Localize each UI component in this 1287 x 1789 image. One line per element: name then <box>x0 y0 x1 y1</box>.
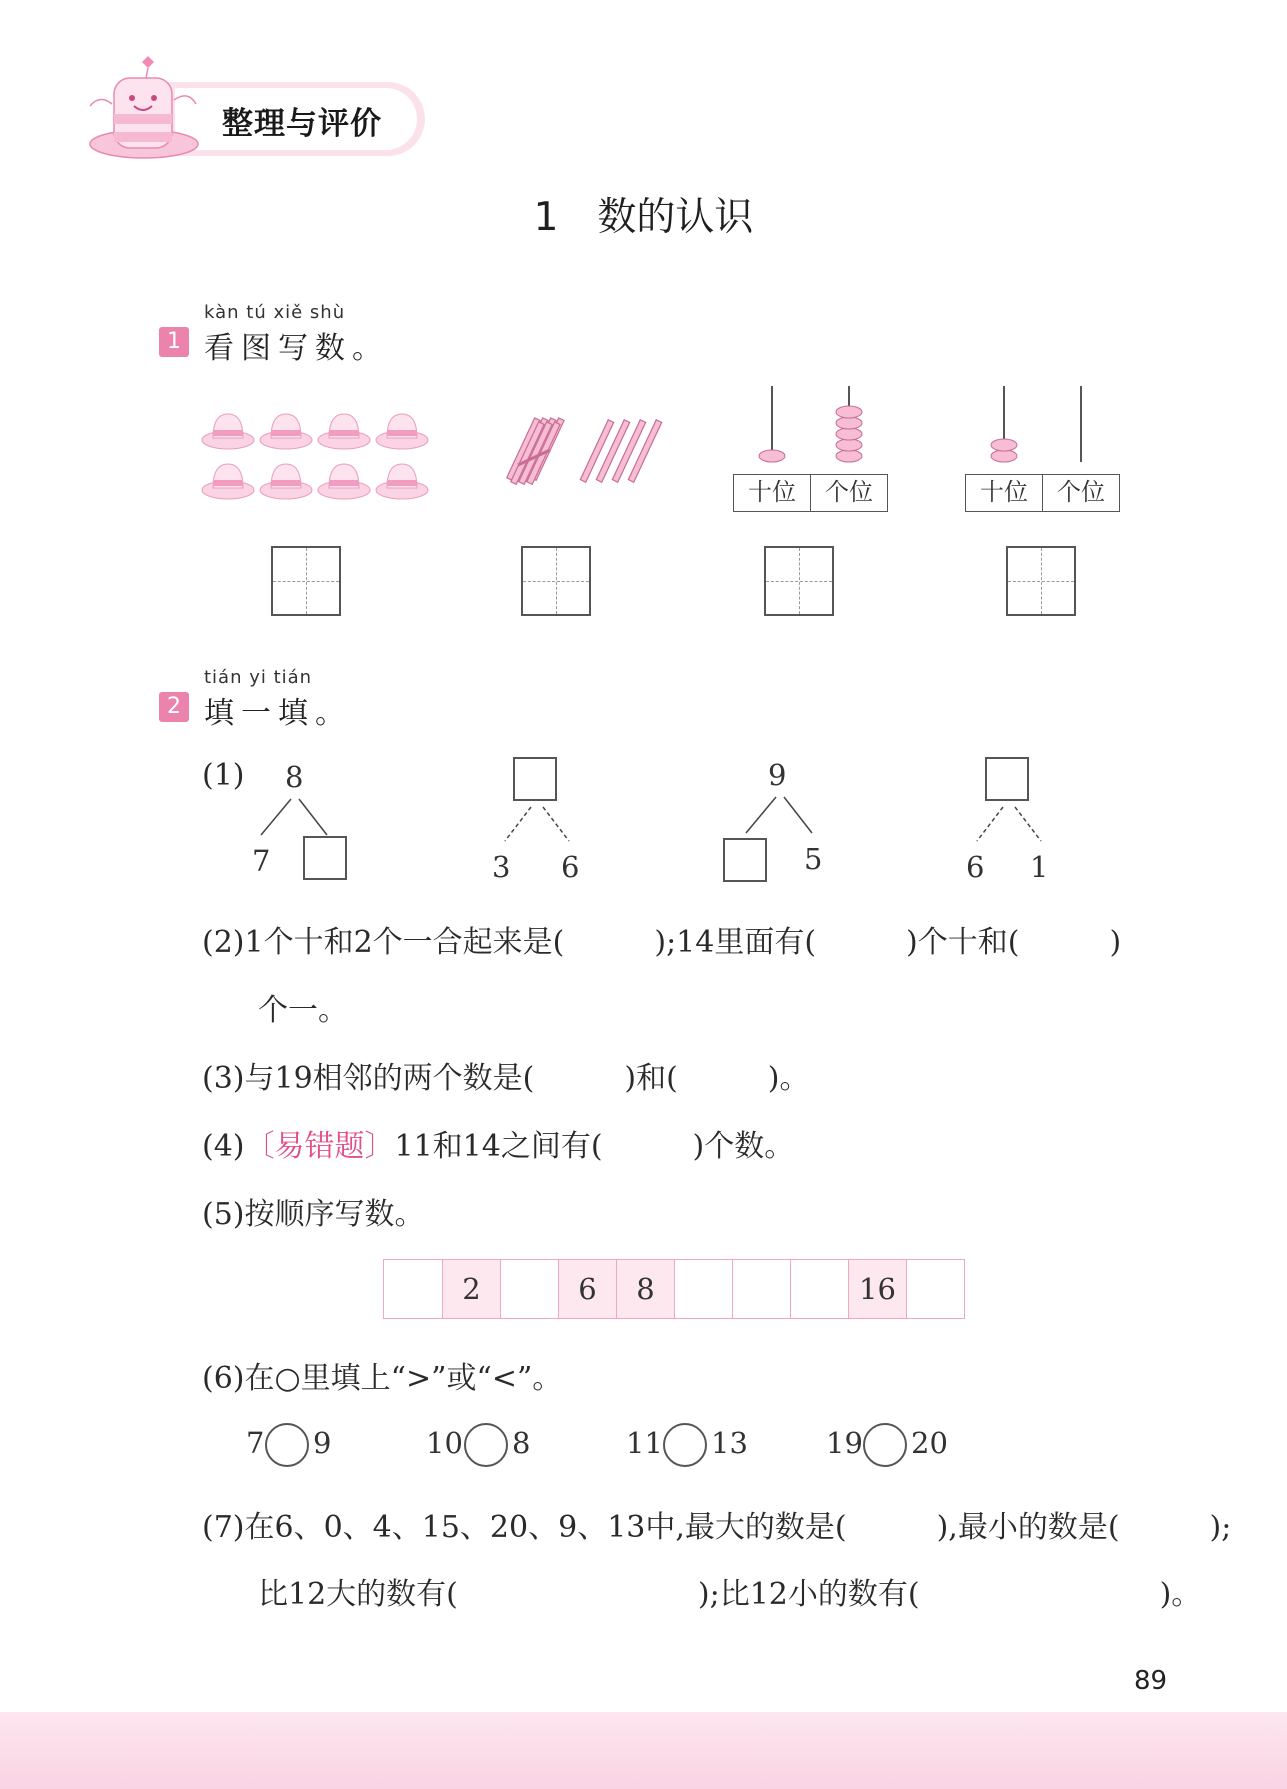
sequence-strip <box>383 1259 965 1319</box>
q2-number-badge: 2 <box>159 692 189 722</box>
tree3-left-box[interactable] <box>723 838 767 882</box>
tens-label: 十位 <box>980 478 1028 506</box>
page-title: 1 数的认识 <box>533 195 754 240</box>
compare-4-left: 19 <box>826 1426 863 1460</box>
compare-3-circle[interactable] <box>663 1423 707 1467</box>
hat-icon <box>260 464 312 499</box>
tree3-branches <box>740 795 820 837</box>
tree3-top: 9 <box>768 758 787 792</box>
tree1-branches <box>255 797 335 839</box>
ones-label: 个位 <box>1042 475 1119 511</box>
tree2-left: 3 <box>492 850 511 884</box>
tree2-branches <box>497 805 577 847</box>
sticks-illustration <box>506 410 666 494</box>
answer-box-4[interactable] <box>1006 546 1076 616</box>
abacus-2-place-labels <box>965 474 1120 512</box>
seq-cell[interactable] <box>732 1260 790 1318</box>
answer-box-3[interactable] <box>764 546 834 616</box>
p4-rest: 11和14之间有( )个数。 <box>394 1129 795 1164</box>
q1-pinyin: kàn tú xiě shù <box>204 302 346 323</box>
abacus-2-illustration <box>964 384 1122 464</box>
tree3-right: 5 <box>804 842 823 876</box>
ones-label: 个位 <box>810 475 887 511</box>
hat-icon <box>202 414 254 449</box>
hat-icon <box>376 414 428 449</box>
banner-title: 整理与评价 <box>222 106 382 142</box>
p2-line1: (2)1个十和2个一合起来是( );14里面有( )个十和( ) <box>202 925 1122 960</box>
compare-4-right: 20 <box>911 1426 948 1460</box>
seq-cell[interactable] <box>384 1260 442 1318</box>
tree1-right-box[interactable] <box>303 836 347 880</box>
p4-error-tag: 〔易错题〕 <box>244 1129 395 1164</box>
compare-2-right: 8 <box>512 1426 531 1460</box>
answer-box-2[interactable] <box>521 546 591 616</box>
seq-cell[interactable] <box>790 1260 848 1318</box>
seq-cell[interactable] <box>500 1260 558 1318</box>
tree4-branches <box>969 805 1049 847</box>
hat-icon <box>202 464 254 499</box>
compare-2-left: 10 <box>426 1426 463 1460</box>
hats-illustration <box>198 402 433 502</box>
p4-line <box>202 1121 794 1165</box>
seq-cell[interactable] <box>906 1260 964 1318</box>
seq-cell: 16 <box>848 1260 906 1318</box>
page-number: 89 <box>1134 1666 1168 1696</box>
p7-line1: (7)在6、0、4、15、20、9、13中,最大的数是( ),最小的数是( ); <box>202 1510 1232 1545</box>
tree1-left: 7 <box>252 844 271 878</box>
tree4-right: 1 <box>1030 850 1049 884</box>
tree2-top-box[interactable] <box>513 757 557 801</box>
q2-title: 填一填。 <box>204 696 352 731</box>
abacus-1-illustration <box>732 384 890 464</box>
p4-prefix: (4) <box>202 1129 245 1164</box>
abacus-1-place-labels <box>733 474 888 512</box>
tree2-right: 6 <box>561 850 580 884</box>
hat-icon <box>318 464 370 499</box>
hat-icon <box>376 464 428 499</box>
seq-cell: 6 <box>558 1260 616 1318</box>
seq-cell: 8 <box>616 1260 674 1318</box>
compare-1-circle[interactable] <box>265 1423 309 1467</box>
compare-1-left: 7 <box>246 1426 265 1460</box>
tree4-left: 6 <box>966 850 985 884</box>
p6-line: (6)在○里填上“>”或“<”。 <box>202 1361 563 1396</box>
p7-line2: 比12大的数有( );比12小的数有( )。 <box>258 1577 1202 1612</box>
p2-line2: 个一。 <box>258 993 348 1028</box>
tree1-top: 8 <box>285 760 304 794</box>
p5-line: (5)按顺序写数。 <box>202 1197 425 1232</box>
compare-2-circle[interactable] <box>464 1423 508 1467</box>
compare-3-left: 11 <box>626 1426 663 1460</box>
seq-cell: 2 <box>442 1260 500 1318</box>
p1-label: (1) <box>202 758 245 793</box>
compare-3-right: 13 <box>711 1426 748 1460</box>
tens-label: 十位 <box>748 478 796 506</box>
q1-number-badge: 1 <box>159 327 189 357</box>
answer-box-1[interactable] <box>271 546 341 616</box>
compare-4-circle[interactable] <box>863 1423 907 1467</box>
compare-1-right: 9 <box>313 1426 332 1460</box>
p3-line: (3)与19相邻的两个数是( )和( )。 <box>202 1061 810 1096</box>
tree4-top-box[interactable] <box>985 757 1029 801</box>
footer-band <box>0 1712 1287 1789</box>
seq-cell[interactable] <box>674 1260 732 1318</box>
q1-title: 看图写数。 <box>204 331 389 366</box>
q2-pinyin: tián yi tián <box>204 667 313 688</box>
hat-icon <box>260 414 312 449</box>
mascot-illustration <box>84 56 204 160</box>
hat-icon <box>318 414 370 449</box>
